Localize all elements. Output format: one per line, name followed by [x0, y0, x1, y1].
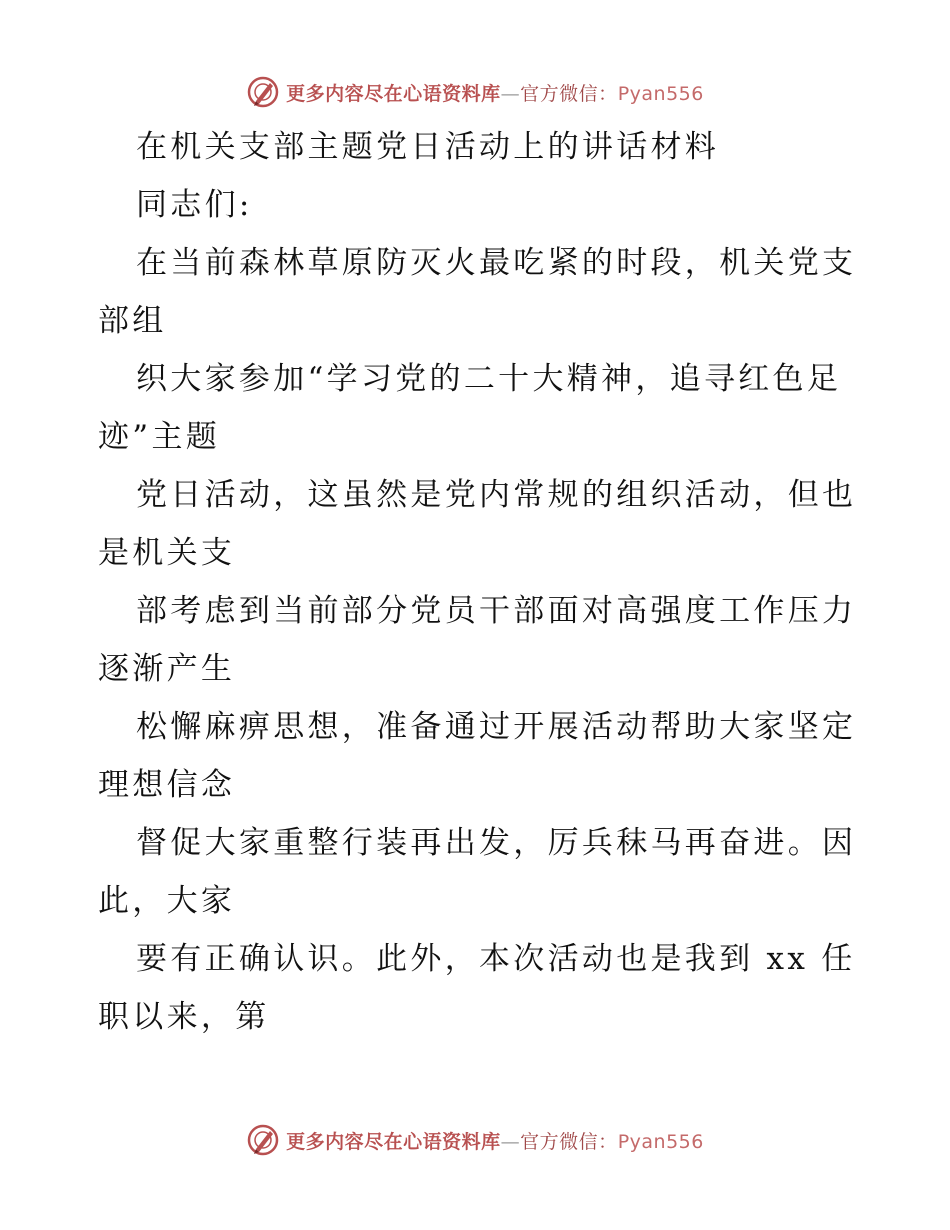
paragraph-line: 理想信念: [98, 767, 236, 803]
salutation: 同志们:: [136, 187, 253, 223]
paragraph-line: 督促大家重整行装再出发，厉兵秣马再奋进。因: [136, 825, 857, 861]
paragraph-line: 是机关支: [98, 535, 236, 571]
paragraph-line: 逐渐产生: [98, 651, 236, 687]
watermark-text: [286, 1127, 704, 1154]
paragraph-line: 部组: [98, 303, 167, 339]
watermark-wechat-id: Pyan556: [617, 1130, 704, 1153]
paragraph-line: 要有正确认识。此外，本次活动也是我到 xx 任: [136, 941, 856, 977]
watermark-wechat-label: 官方微信：: [520, 1130, 618, 1153]
document-title: 在机关支部主题党日活动上的讲话材料: [136, 129, 720, 165]
paragraph-line: 迹”主题: [98, 419, 221, 455]
header-watermark: [0, 72, 950, 112]
watermark-text: [286, 79, 704, 106]
footer-watermark: [0, 1120, 950, 1160]
watermark-wechat-label: 官方微信：: [520, 82, 618, 105]
paragraph-line: 党日活动，这虽然是党内常规的组织活动，但也: [136, 477, 857, 513]
watermark-wechat-id: Pyan556: [617, 82, 704, 105]
paragraph-line: 职以来，第: [98, 999, 270, 1035]
pen-logo-icon: [246, 1123, 280, 1157]
watermark-brand: 更多内容尽在心语资料库: [286, 1130, 501, 1153]
paragraph-line: 织大家参加“学习党的二十大精神，追寻红色足: [136, 361, 842, 397]
watermark-brand: 更多内容尽在心语资料库: [286, 82, 501, 105]
paragraph-line: 在当前森林草原防灭火最吃紧的时段，机关党支: [136, 245, 857, 281]
watermark-separator: —: [500, 82, 521, 105]
paragraph-line: 此，大家: [98, 883, 236, 919]
pen-logo-icon: [246, 75, 280, 109]
document-body: [98, 118, 857, 1046]
paragraph-line: 部考虑到当前部分党员干部面对高强度工作压力: [136, 593, 857, 629]
watermark-separator: —: [500, 1130, 521, 1153]
paragraph-line: 松懈麻痹思想，准备通过开展活动帮助大家坚定: [136, 709, 857, 745]
